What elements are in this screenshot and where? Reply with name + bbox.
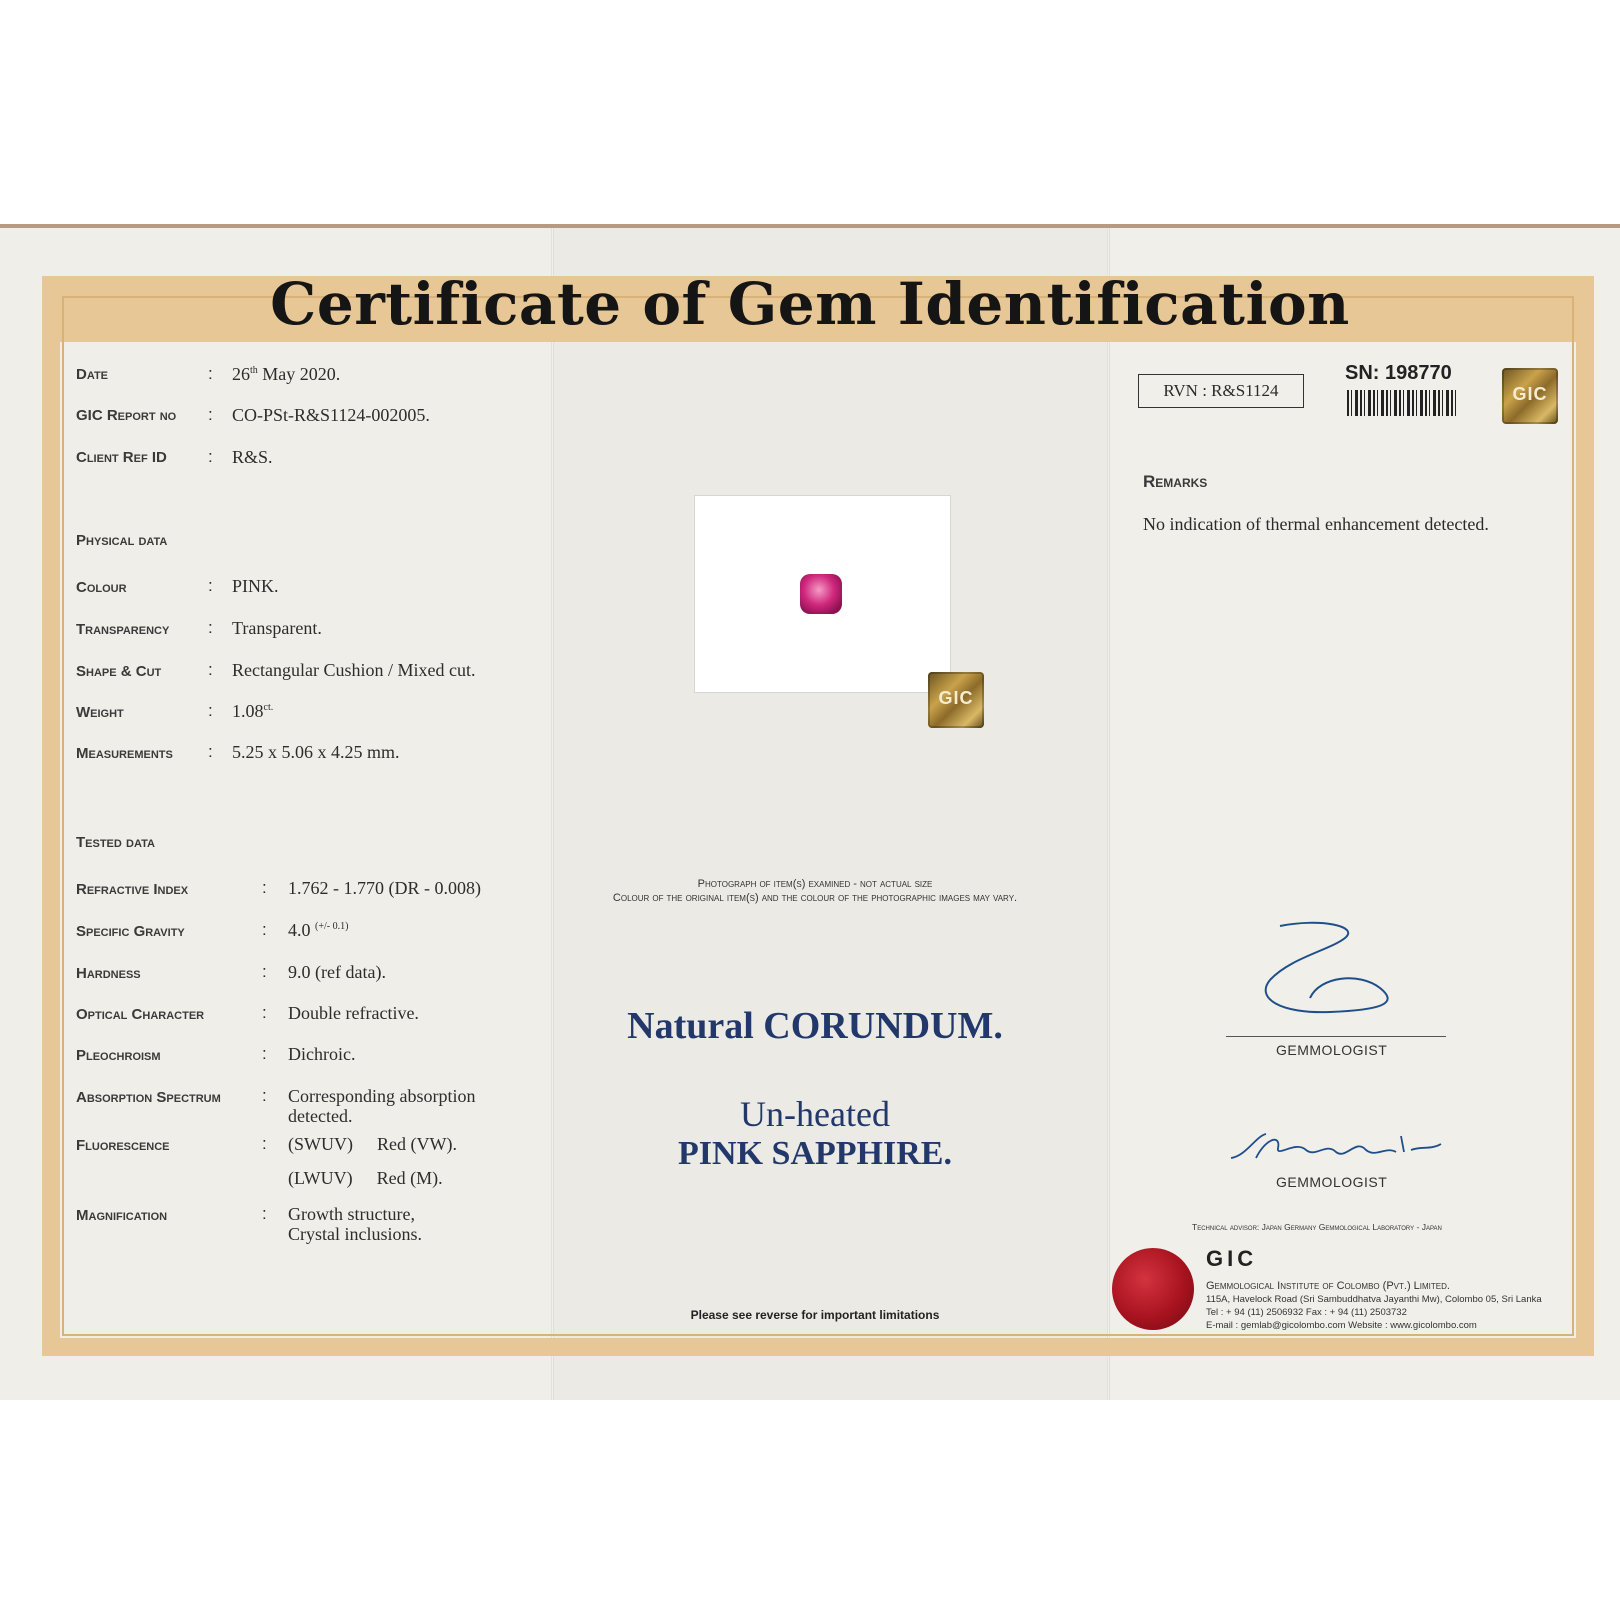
gem-photograph xyxy=(695,496,950,692)
colon: : xyxy=(262,920,267,939)
colon: : xyxy=(262,1204,267,1223)
colon: : xyxy=(262,1044,267,1063)
colon: : xyxy=(262,1003,267,1022)
row-value: PINK. xyxy=(232,576,279,596)
row-value: 4.0 $^{(+/- 0.1)}$ xyxy=(288,920,349,940)
colon: : xyxy=(208,405,213,424)
data-row xyxy=(76,701,556,725)
row-value: 9.0 (ref data). xyxy=(288,962,386,982)
gic-hologram: GIC xyxy=(928,672,984,728)
photo-caption-line2: Colour of the original item(s) and the colour of the photographic images may vary. xyxy=(612,892,1018,904)
client-row xyxy=(76,447,556,471)
colon: : xyxy=(208,364,213,383)
institute-name: Gemmological Institute of Colombo (Pvt.) Limited. xyxy=(1206,1280,1450,1292)
data-row xyxy=(76,1003,556,1027)
technical-advisor: Technical advisor: Japan Germany Gemmological Laboratory - Japan xyxy=(1192,1222,1442,1232)
data-row xyxy=(76,742,556,766)
client-label: Client Ref ID xyxy=(76,449,167,466)
data-row xyxy=(76,962,556,986)
gic-logo-text: GIC xyxy=(1206,1246,1258,1271)
data-row xyxy=(76,878,556,902)
row-label: Fluorescence xyxy=(76,1137,170,1154)
row-label: Measurements xyxy=(76,745,173,762)
client-value: R&S. xyxy=(232,447,273,467)
certificate-sheet xyxy=(0,224,1620,1400)
pink-sapphire-image xyxy=(800,574,842,614)
gemmologist-signature-2 xyxy=(1226,1128,1456,1168)
barcode xyxy=(1347,390,1459,416)
row-value: Corresponding absorption xyxy=(288,1086,476,1106)
colon: : xyxy=(208,576,213,595)
row-value: 5.25 x 5.06 x 4.25 mm. xyxy=(232,742,400,762)
colon: : xyxy=(262,1134,267,1153)
row-value: Double refractive. xyxy=(288,1003,419,1023)
data-row xyxy=(76,576,556,600)
colon: : xyxy=(208,447,213,466)
row-value: 1.762 - 1.770 (DR - 0.008) xyxy=(288,878,481,898)
row-label: Transparency xyxy=(76,621,170,638)
row-value: Rectangular Cushion / Mixed cut. xyxy=(232,660,476,680)
data-row xyxy=(76,660,556,684)
limitations-note: Please see reverse for important limitations xyxy=(690,1308,940,1322)
variety-identification: PINK SAPPHIRE. xyxy=(678,1135,952,1172)
colon: : xyxy=(208,660,213,679)
report-value: CO-PSt-R&S1124-002005. xyxy=(232,405,430,425)
treatment-status: Un-heated xyxy=(740,1094,890,1134)
row-label: Absorption Spectrum xyxy=(76,1089,221,1106)
colon: : xyxy=(262,878,267,897)
row-value-cont: (LWUV) Red (M). xyxy=(288,1168,443,1188)
data-row xyxy=(76,1086,556,1126)
report-row xyxy=(76,405,556,429)
species-identification: Natural CORUNDUM. xyxy=(627,1005,1003,1047)
institute-address: 115A, Havelock Road (Sri Sambuddhatva Jayanthi Mw), Colombo 05, Sri Lanka xyxy=(1206,1294,1542,1305)
row-label: Colour xyxy=(76,579,127,596)
colon: : xyxy=(208,742,213,761)
date-label: Date xyxy=(76,366,109,383)
colon: : xyxy=(262,1086,267,1105)
gic-hologram: GIC xyxy=(1502,368,1558,424)
photo-caption-line1: Photograph of item(s) examined - not actual size xyxy=(697,878,933,890)
row-label: Optical Character xyxy=(76,1006,205,1023)
colon: : xyxy=(262,962,267,981)
row-value: $1.08^{ct.}$ xyxy=(232,701,274,721)
row-label: Refractive Index xyxy=(76,881,189,898)
row-value: Growth structure, xyxy=(288,1204,415,1224)
tested-data-heading: Tested data xyxy=(76,834,155,851)
row-label: Pleochroism xyxy=(76,1047,161,1064)
gemmologist-label-1: GEMMOLOGIST xyxy=(1276,1042,1388,1058)
signature-line xyxy=(1226,1036,1446,1037)
physical-data-heading: Physical data xyxy=(76,532,168,549)
institute-email: E-mail : gemlab@gicolombo.com Website : www.gicolombo.com xyxy=(1206,1320,1477,1331)
date-value: 26th May 2020. xyxy=(232,364,341,384)
gemmologist-label-2: GEMMOLOGIST xyxy=(1276,1174,1388,1190)
remarks-text: No indication of thermal enhancement detected. xyxy=(1143,514,1489,534)
report-label: GIC Report no xyxy=(76,407,177,424)
row-value: (SWUV) Red (VW). xyxy=(288,1134,457,1154)
row-value-cont: detected. xyxy=(288,1106,353,1126)
wax-seal xyxy=(1112,1248,1194,1330)
institute-phone: Tel : + 94 (11) 2506932 Fax : + 94 (11) 2503732 xyxy=(1206,1307,1407,1318)
certificate-title: Certificate of Gem Identification xyxy=(270,270,1350,338)
row-label: Weight xyxy=(76,704,124,721)
row-label: Hardness xyxy=(76,965,141,982)
data-row xyxy=(76,1044,556,1068)
data-row xyxy=(76,618,556,642)
date-row xyxy=(76,364,556,388)
colon: : xyxy=(208,618,213,637)
remarks-heading: Remarks xyxy=(1143,472,1208,491)
rvn-box: RVN : R&S1124 xyxy=(1138,374,1304,408)
data-row xyxy=(76,1134,556,1188)
data-row xyxy=(76,920,556,944)
colon: : xyxy=(208,701,213,720)
row-value: Transparent. xyxy=(232,618,322,638)
row-value-cont: Crystal inclusions. xyxy=(288,1224,422,1244)
row-label: Specific Gravity xyxy=(76,923,185,940)
row-label: Shape & Cut xyxy=(76,663,162,680)
row-label: Magnification xyxy=(76,1207,168,1224)
gemmologist-signature-1 xyxy=(1250,918,1410,1028)
data-row xyxy=(76,1204,556,1244)
row-value: Dichroic. xyxy=(288,1044,356,1064)
serial-number: SN: 198770 xyxy=(1345,362,1452,384)
